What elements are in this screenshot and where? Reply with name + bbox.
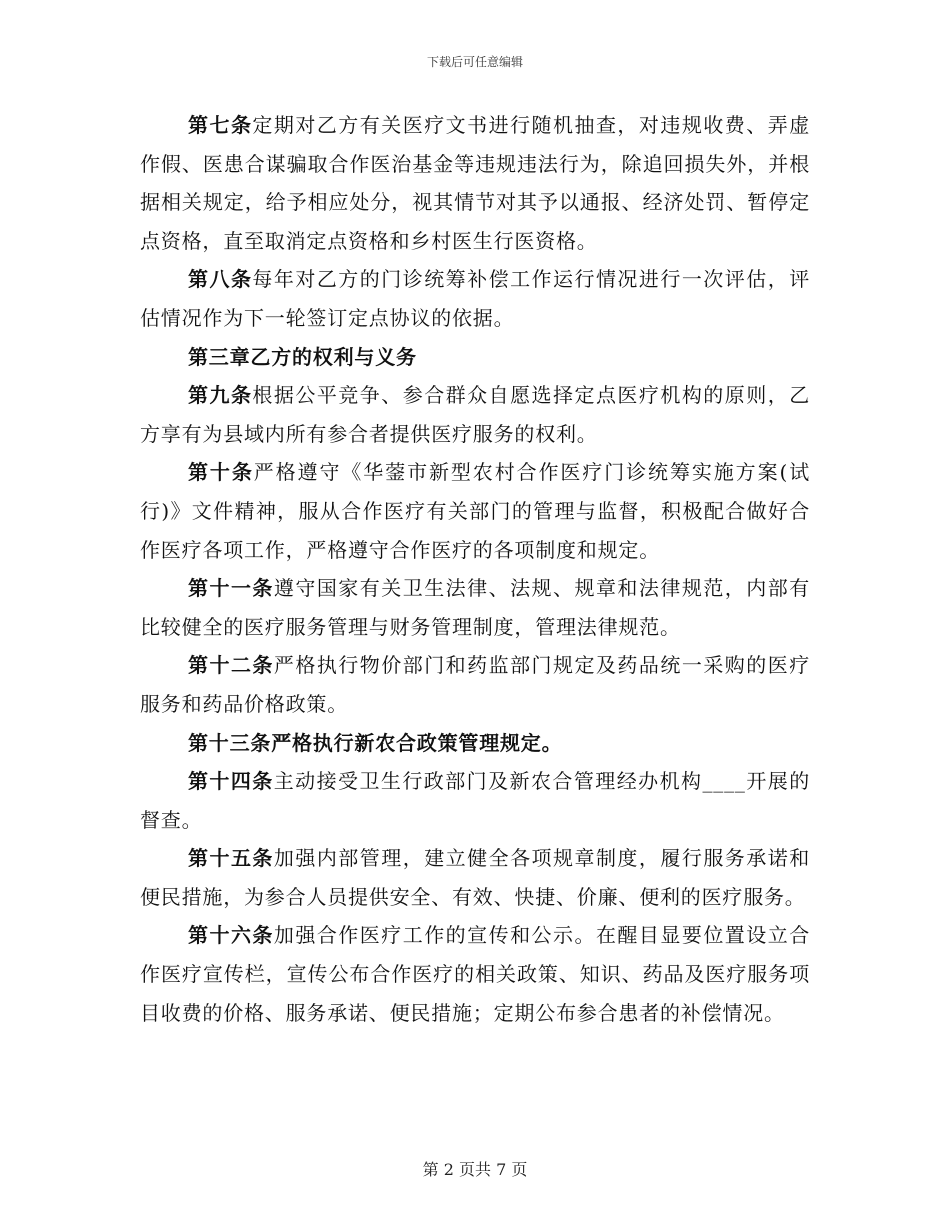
article-label: 第九条 [188, 383, 253, 408]
article-label: 第十六条 [188, 923, 274, 948]
article-text: 主动接受卫生行政部门及新农合管理经办机构____开展的督查。 [140, 769, 810, 832]
article-10 [140, 453, 810, 569]
article-16 [140, 916, 810, 1032]
article-14 [140, 762, 810, 839]
article-13: 第十三条严格执行新农合政策管理规定。 [188, 730, 563, 755]
article-text: 严格执行物价部门和药监部门规定及药品统一采购的医疗服务和药品价格政策。 [140, 653, 811, 716]
article-text: 遵守国家有关卫生法律、法规、规章和法律规范，内部有比较健全的医疗服务管理与财务管理制度，管理法律规范。 [140, 576, 811, 639]
article-label: 第十二条 [188, 653, 274, 678]
document-body [140, 106, 810, 1032]
article-label: 第十五条 [188, 846, 274, 871]
article-7 [140, 106, 810, 260]
article-9 [140, 376, 810, 453]
article-label: 第七条 [188, 113, 253, 137]
article-label: 第八条 [188, 267, 253, 292]
article-8 [140, 260, 810, 337]
article-label: 第十条 [188, 460, 254, 485]
header-note: 下载后可任意编辑 [426, 55, 523, 69]
article-12 [140, 646, 810, 723]
article-text: 严格遵守《华蓥市新型农村合作医疗门诊统筹实施方案(试行)》文件精神，服从合作医疗有关部门的管理与监督，积极配合做好合作医疗各项工作，严格遵守合作医疗的各项制度和规定。 [140, 460, 811, 562]
article-label: 第十一条 [188, 576, 274, 601]
article-text: 加强合作医疗工作的宣传和公示。在醒目显要位置设立合作医疗宣传栏，宣传公布合作医疗的相关政策、知识、药品及医疗服务项目收费的价格、服务承诺、便民措施；定期公布参合患者的补偿情况。 [140, 923, 811, 1025]
chapter-title: 第三章乙方的权利与义务 [188, 344, 417, 369]
article-label: 第十四条 [188, 769, 274, 794]
article-text: 根据公平竞争、参合群众自愿选择定点医疗机构的原则，乙方享有为县域内所有参合者提供医疗服务的权利。 [140, 383, 810, 446]
page-footer: 第 2 页共 7 页 [422, 1160, 528, 1179]
article-text: 加强内部管理，建立健全各项规章制度，履行服务承诺和便民措施，为参合人员提供安全、有效、快捷、价廉、便利的医疗服务。 [140, 846, 811, 909]
article-15 [140, 839, 810, 916]
article-text: 每年对乙方的门诊统筹补偿工作运行情况进行一次评估，评估情况作为下一轮签订定点协议的依据。 [140, 267, 810, 330]
article-11 [140, 569, 810, 646]
article-text: 定期对乙方有关医疗文书进行随机抽查，对违规收费、弄虚作假、医患合谋骗取合作医治基金等违规违法行为，除追回损失外，并根据相关规定，给予相应处分，视其情节对其予以通报、经济处罚、暂停定点资格，直至取消定点资格和乡村医生行医资格。 [140, 113, 810, 253]
